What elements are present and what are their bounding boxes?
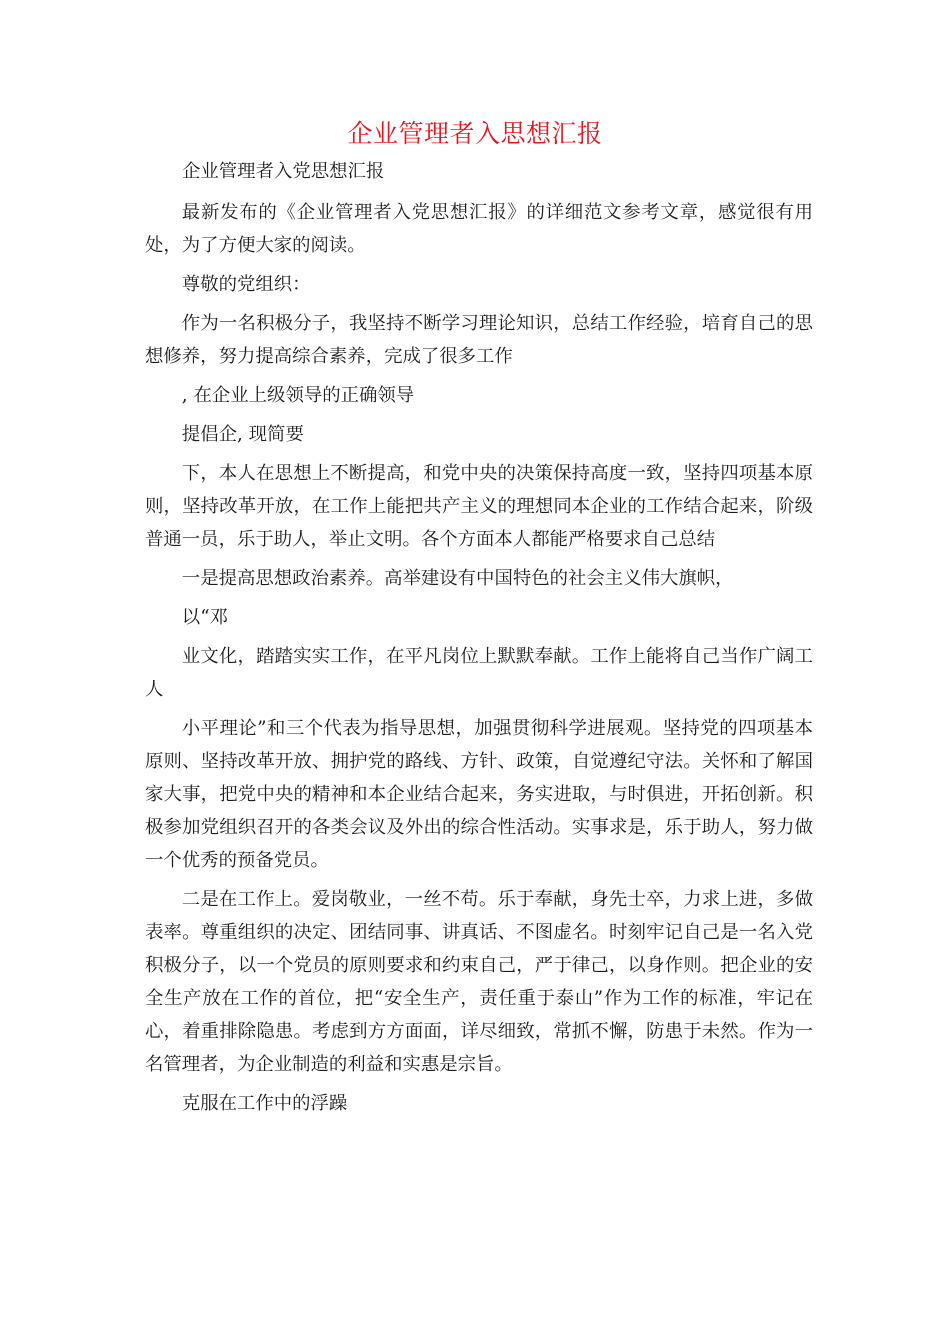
body-paragraph: 以“邓 bbox=[181, 607, 228, 628]
document-body bbox=[145, 155, 813, 1126]
body-paragraph: 一是提高思想政治素养。高举建设有中国特色的社会主义伟大旗帜， bbox=[181, 568, 734, 589]
body-paragraph: , 在企业上级领导的正确领导 bbox=[181, 385, 415, 406]
body-paragraph: 小平理论”和三个代表为指导思想，加强贯彻科学进展观。坚持党的四项基本原则、坚持改革开放、拥护党的路线、方针、政策，自觉遵纪守法。关怀和了解国家大事，把党中央的精神和本企业结合起来，务实进取，与时俱进，开拓创新。积极参加党组织召开的各类会议及外出的综合性活动。实事求是，乐于助人，努力做一个优秀的预备党员。 bbox=[145, 718, 813, 871]
body-paragraph: 提倡企, 现简要 bbox=[181, 424, 304, 445]
body-paragraph: 克服在工作中的浮躁 bbox=[181, 1093, 348, 1114]
body-paragraph: 尊敬的党组织： bbox=[181, 274, 311, 295]
body-paragraph: 企业管理者入党思想汇报 bbox=[182, 161, 385, 182]
body-paragraph: 下，本人在思想上不断提高，和党中央的决策保持高度一致，坚持四项基本原则，坚持改革开放，在工作上能把共产主义的理想同本企业的工作结合起来，阶级普通一员，乐于助人，举止文明。各个方面本人都能严格要求自己总结 bbox=[145, 463, 813, 550]
document-title: 企业管理者入思想汇报 bbox=[347, 119, 603, 148]
body-paragraph: 二是在工作上。爱岗敬业，一丝不苟。乐于奉献，身先士卒，力求上进，多做表率。尊重组织的决定、团结同事、讲真话、不图虚名。时刻牢记自己是一名入党积极分子，以一个党员的原则要求和约束自己，严于律己，以身作则。把企业的安全生产放在工作的首位，把“安全生产，责任重于泰山”作为工作的标准，牢记在心，着重排除隐患。考虑到方方面面，详尽细致，常抓不懈，防患于未然。作为一名管理者，为企业制造的利益和实惠是宗旨。 bbox=[145, 889, 813, 1075]
body-paragraph: 业文化，踏踏实实工作，在平凡岗位上默默奉献。工作上能将自己当作广阔工人 bbox=[145, 646, 813, 700]
body-paragraph: 最新发布的《企业管理者入党思想汇报》的详细范文参考文章，感觉很有用处，为了方便大家的阅读。 bbox=[145, 202, 813, 256]
body-paragraph: 作为一名积极分子，我坚持不断学习理论知识，总结工作经验，培育自己的思想修养，努力提高综合素养，完成了很多工作 bbox=[145, 313, 813, 367]
